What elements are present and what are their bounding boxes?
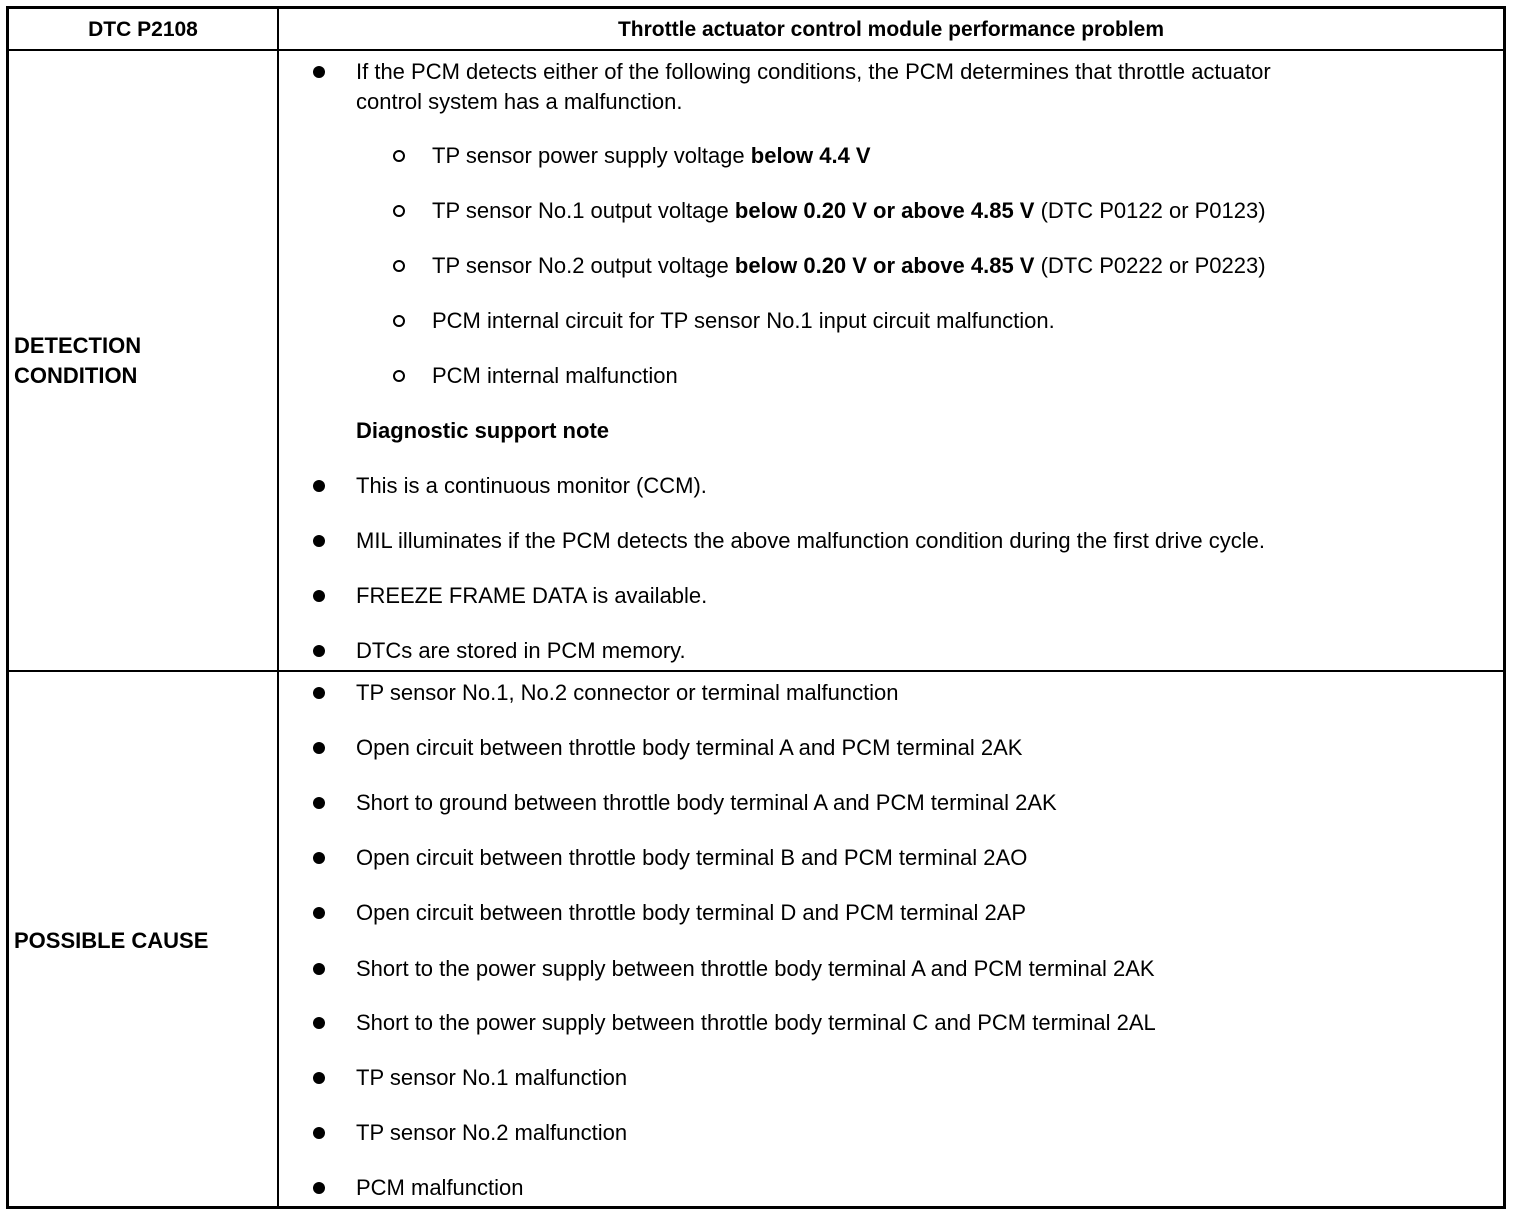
bullet-icon [313, 1017, 325, 1029]
note-item: FREEZE FRAME DATA is available. [356, 583, 708, 608]
cause-item: Open circuit between throttle body terminal D and PCM terminal 2AP [356, 900, 1027, 925]
diagnostic-note-heading: Diagnostic support note [356, 418, 609, 443]
circle-bullet-icon [393, 315, 405, 327]
bullet-icon [313, 535, 325, 547]
bullet-icon [313, 645, 325, 657]
bullet-icon [313, 687, 325, 699]
bullet-icon [313, 1072, 325, 1084]
bullet-icon [313, 963, 325, 975]
cause-item: Open circuit between throttle body terminal A and PCM terminal 2AK [356, 735, 1023, 760]
condition-item: PCM internal malfunction [432, 363, 678, 388]
header-divider [9, 49, 1503, 51]
circle-bullet-icon [393, 205, 405, 217]
condition-item: TP sensor power supply voltage below 4.4 V [432, 143, 871, 168]
cause-item: PCM malfunction [356, 1175, 524, 1200]
bullet-icon [313, 1127, 325, 1139]
circle-bullet-icon [393, 260, 405, 272]
cause-item: TP sensor No.2 malfunction [356, 1120, 628, 1145]
bullet-icon [313, 66, 325, 78]
cause-item: Short to the power supply between throttle body terminal C and PCM terminal 2AL [356, 1010, 1156, 1035]
circle-bullet-icon [393, 370, 405, 382]
cause-item: Short to the power supply between throttle body terminal A and PCM terminal 2AK [356, 956, 1155, 981]
condition-item: TP sensor No.1 output voltage below 0.20 V or above 4.85 V (DTC P0122 or P0123) [432, 198, 1266, 223]
dtc-title: Throttle actuator control module performance problem [617, 18, 1165, 41]
cause-item: Open circuit between throttle body terminal B and PCM terminal 2AO [356, 845, 1028, 870]
bullet-icon [313, 590, 325, 602]
note-item: This is a continuous monitor (CCM). [356, 473, 707, 498]
column-divider [277, 9, 279, 1206]
bullet-icon [313, 852, 325, 864]
bullet-icon [313, 797, 325, 809]
bullet-icon [313, 1182, 325, 1194]
condition-item: TP sensor No.2 output voltage below 0.20 V or above 4.85 V (DTC P0222 or P0223) [432, 253, 1266, 278]
cause-item: Short to ground between throttle body terminal A and PCM terminal 2AK [356, 790, 1057, 815]
bullet-icon [313, 907, 325, 919]
circle-bullet-icon [393, 150, 405, 162]
cause-item: TP sensor No.1, No.2 connector or terminal malfunction [356, 680, 899, 705]
bullet-icon [313, 480, 325, 492]
cause-item: TP sensor No.1 malfunction [356, 1065, 628, 1090]
note-item: MIL illuminates if the PCM detects the above malfunction condition during the first drive cycle. [356, 528, 1265, 553]
detection-condition-label: DETECTION CONDITION [14, 333, 142, 388]
bullet-icon [313, 742, 325, 754]
detection-intro: If the PCM detects either of the following conditions, the PCM determines that throttle actuator control system has a malfunction. [356, 59, 1271, 114]
row-divider [9, 670, 1503, 672]
possible-cause-label: POSSIBLE CAUSE [14, 928, 209, 953]
condition-item: PCM internal circuit for TP sensor No.1 input circuit malfunction. [432, 308, 1055, 333]
dtc-code: DTC P2108 [88, 18, 198, 41]
note-item: DTCs are stored in PCM memory. [356, 638, 686, 663]
